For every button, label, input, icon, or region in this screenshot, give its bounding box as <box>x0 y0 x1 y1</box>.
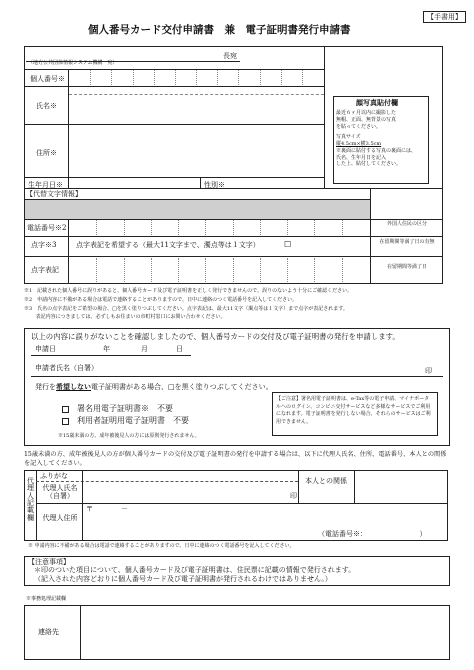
signature-cert-checkbox[interactable] <box>62 406 69 413</box>
caution-title: 【注意事項】 <box>28 558 70 566</box>
stay-date-label: 在留期間等満了日 <box>386 264 427 270</box>
handwritten-tag: 【手書用】 <box>423 11 466 23</box>
applicant-name-label: 申請者氏名（自署） <box>35 364 98 372</box>
contact-input[interactable] <box>82 607 446 657</box>
month-label: 月 <box>141 345 148 353</box>
agent-name-label: 代理人氏名（自署） <box>42 484 78 501</box>
agent-address-label: 代理人住所 <box>42 514 78 522</box>
proxy-char-tag: 【代替文字情報】 <box>26 190 82 198</box>
no-issue-instruction: 発行を希望しない電子証明書がある場合、□を黒く塗りつぶしてください。 <box>35 382 273 391</box>
office-use-title: ※事務処理記載欄 <box>26 596 67 602</box>
proxy-char-area <box>25 199 370 219</box>
signature-cert-option[interactable]: 署名用電子証明書※ 不要 <box>62 404 173 413</box>
applicant-seal: 印 <box>425 367 432 375</box>
agent-intro: 15歳未満の方、成年被後見人の方が個人番号カードの交付及び電子証明書の発行を申請する場合は、以下に代理人氏名、住所、電話番号、本人との関係を記入してください。 <box>24 451 447 467</box>
tel-label: 電話番号※2 <box>27 224 67 232</box>
caution-line1: ＊印のついた項目について、個人番号カード及び電子証明書は、住民票に記載の情報で発行されます。 <box>34 566 356 574</box>
id-number-cells[interactable] <box>70 70 323 85</box>
stay-period-label: 在留期間等満了日の有無 <box>379 239 435 245</box>
agent-seal: 印 <box>290 492 297 500</box>
id-number-label: 個人番号※ <box>30 75 65 83</box>
org-label: （地方公共団体情報システム機構 宛） <box>28 60 118 66</box>
braille-desc: 点字表記を希望する（最大11文字まで、濁点等は１文字） <box>76 241 260 249</box>
agent-furigana-label: ふりがな <box>40 472 68 480</box>
relation-label: 本人との関係 <box>305 477 347 485</box>
day-label: 日 <box>176 345 183 353</box>
tel-input[interactable] <box>70 220 369 235</box>
year-label: 年 <box>103 345 110 353</box>
braille-label: 点字※3 <box>31 241 57 249</box>
notes-block: ※1 記載された個人番号に誤りがあると、個人番号カード及び電子証明書を正しく発行できませんので、誤りのないよう十分にご確認ください。 ※2 申請内容に不備がある場合は電話で連絡することがありますので、日中に連絡のつく電話番号を記入してください。 ※3 氏名の点字表記をご希望の場合、□を黒く塗りつぶしてください。点字表記は、最大11文字（濁点等は１文字）まで点字が表記されます。 表記内容につきましては、必ずしもお住まいの市町村窓口にお問い合わせください。 <box>24 288 353 321</box>
name-label: 氏名※ <box>36 102 57 110</box>
name-furigana-row[interactable] <box>69 87 324 95</box>
agent-side-label: 代理人記載欄 <box>27 477 34 522</box>
birthdate-label: 生年月日※ <box>28 181 63 189</box>
photo-instructions: 最近６ヶ月以内に撮影した 無帽、正面、無背景の写真 を貼ってください。 写真サイズ 縦4.5cm×横3.5cm ※裏面に貼付する写真の裏面には、 氏名、生年月日を記入 した上、貼付してください。 <box>336 110 417 168</box>
declaration-text: 以上の内容に誤りがないことを確認しましたので、個人番号カードの交付及び電子証明書の発行を申請します。 <box>31 332 400 341</box>
under15-note: ※15歳未満の方、成年被後見人の方には原則発行されません。 <box>58 433 200 439</box>
agent-name-input[interactable] <box>84 483 294 503</box>
braille-notation-label: 点字表記 <box>31 266 59 274</box>
relation-input[interactable] <box>356 472 446 502</box>
agent-postal: 〒 － <box>86 505 128 513</box>
sex-label: 性別※ <box>204 181 225 189</box>
caution-side-text: 【ご注意】署名用電子証明書は、e-Tax等の電子申請、マイナポータルへのログイン、コンビニ交付サービスなど多様なサービスでご利用になれます。電子証明書を発行しない場合、それらのサービスはご利用できません。 <box>276 396 431 425</box>
photo-title: 顔写真貼付欄 <box>356 98 398 107</box>
address-label: 住所※ <box>36 149 57 157</box>
braille-notation-cells[interactable] <box>70 258 369 282</box>
agent-tel: （電話番号※： ） <box>318 530 427 538</box>
agent-note: ※ 申請内容に不備がある場合は電話で連絡することがありますので、日中に連絡のつく電話番号を記入してください。 <box>28 543 295 549</box>
braille-checkbox[interactable]: ☐ <box>284 240 292 249</box>
agent-address-input[interactable] <box>84 513 444 529</box>
form-title: 個人番号カード交付申請書 兼 電子証明書発行申請書 <box>88 24 351 36</box>
applicant-signature-input[interactable] <box>100 362 432 374</box>
user-cert-checkbox[interactable] <box>62 418 69 425</box>
mayor-label: 長宛 <box>223 52 237 60</box>
contact-label: 連絡先 <box>38 628 59 636</box>
user-cert-option[interactable]: 利用者証明用電子証明書 不要 <box>62 416 189 425</box>
foreign-resident-label: 外国人住民の区分 <box>386 221 427 227</box>
caution-line2: （記入された内容どおりに個人番号カード及び電子証明書が発行されるわけではありません。） <box>34 575 332 583</box>
apply-date-label: 申請日 <box>35 345 56 353</box>
